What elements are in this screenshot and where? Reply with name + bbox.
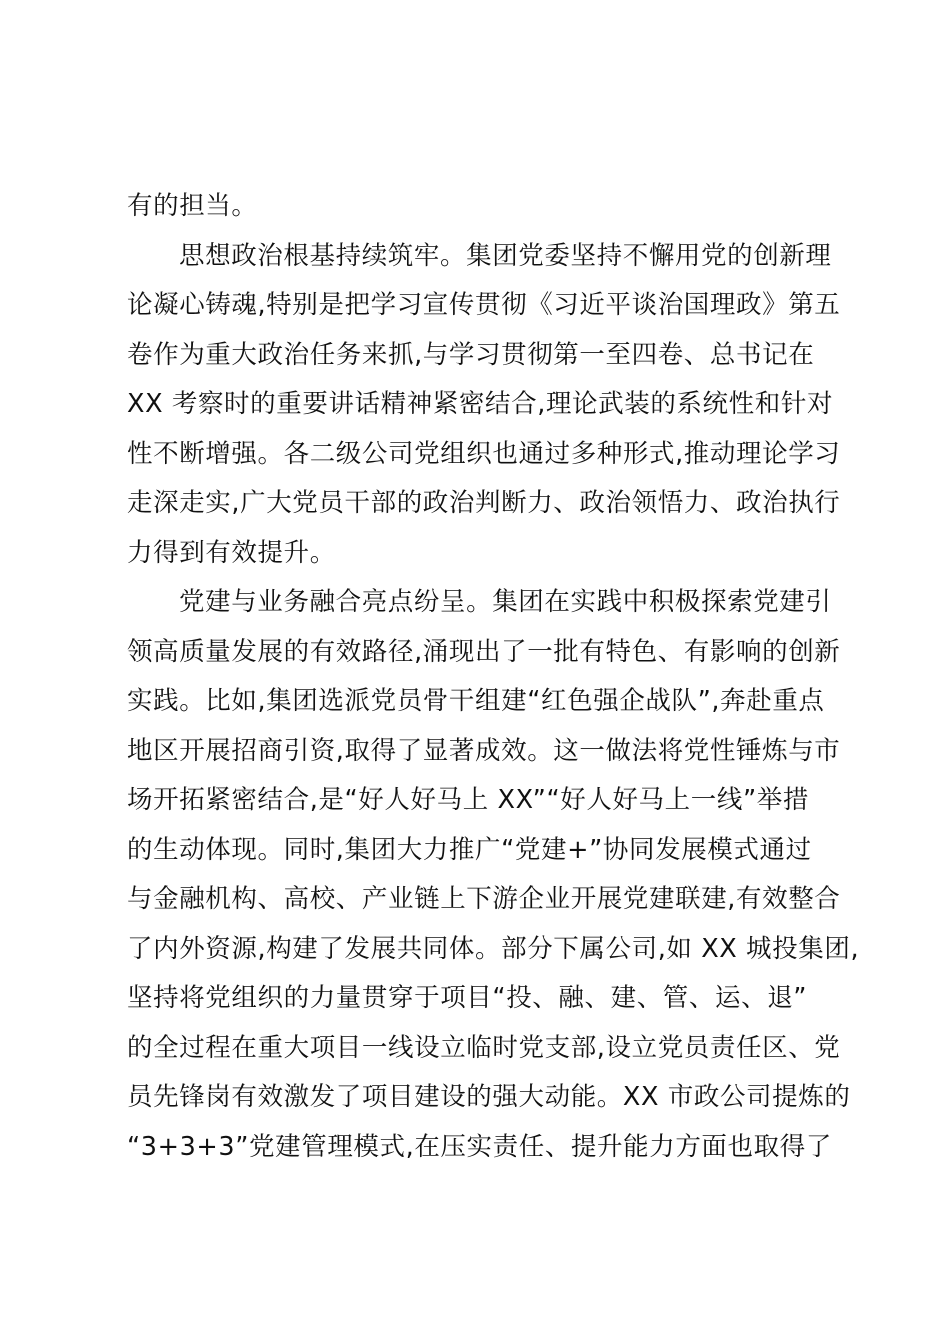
text-line: 了内外资源,构建了发展共同体。部分下属公司,如 XX 城投集团, [127, 933, 860, 964]
text-line: 卷作为重大政治任务来抓,与学习贯彻第一至四卷、总书记在 [127, 339, 815, 370]
text-line: 性不断增强。各二级公司党组织也通过多种形式,推动理论学习 [127, 438, 841, 469]
text-line: 论凝心铸魂,特别是把学习宣传贯彻《习近平谈治国理政》第五 [127, 290, 841, 320]
text-line: 的生动体现。同时,集团大力推广“党建+”协同发展模式通过 [127, 834, 812, 865]
text-line: 与金融机构、高校、产业链上下游企业开展党建联建,有效整合 [127, 884, 841, 914]
text-line: 场开拓紧密结合,是“好人好马上 XX”“好人好马上一线”举措 [127, 785, 809, 815]
text-line: “3+3+3”党建管理模式,在压实责任、提升能力方面也取得了 [127, 1131, 832, 1162]
text-line: 走深走实,广大党员干部的政治判断力、政治领悟力、政治执行 [127, 488, 841, 518]
text-line: 坚持将党组织的力量贯穿于项目“投、融、建、管、运、退” [127, 983, 808, 1013]
text-line: 实践。比如,集团选派党员骨干组建“红色强企战队”,奔赴重点 [127, 686, 825, 716]
text-line: XX 考察时的重要讲话精神紧密结合,理论武装的系统性和针对 [127, 389, 834, 419]
text-line: 有的担当。 [127, 191, 258, 221]
paragraph-start-line: 党建与业务融合亮点纷呈。集团在实践中积极探索党建引 [179, 587, 832, 617]
text-line: 力得到有效提升。 [127, 537, 336, 568]
paragraph-start-line: 思想政治根基持续筑牢。集团党委坚持不懈用党的创新理 [179, 240, 832, 271]
text-line: 员先锋岗有效激发了项目建设的强大动能。XX 市政公司提炼的 [127, 1082, 851, 1112]
text-line: 领高质量发展的有效路径,涌现出了一批有特色、有影响的创新 [127, 636, 841, 667]
text-line: 地区开展招商引资,取得了显著成效。这一做法将党性锤炼与市 [127, 735, 841, 766]
body-text [127, 182, 860, 1172]
text-line: 的全过程在重大项目一线设立临时党支部,设立党员责任区、党 [127, 1032, 841, 1063]
